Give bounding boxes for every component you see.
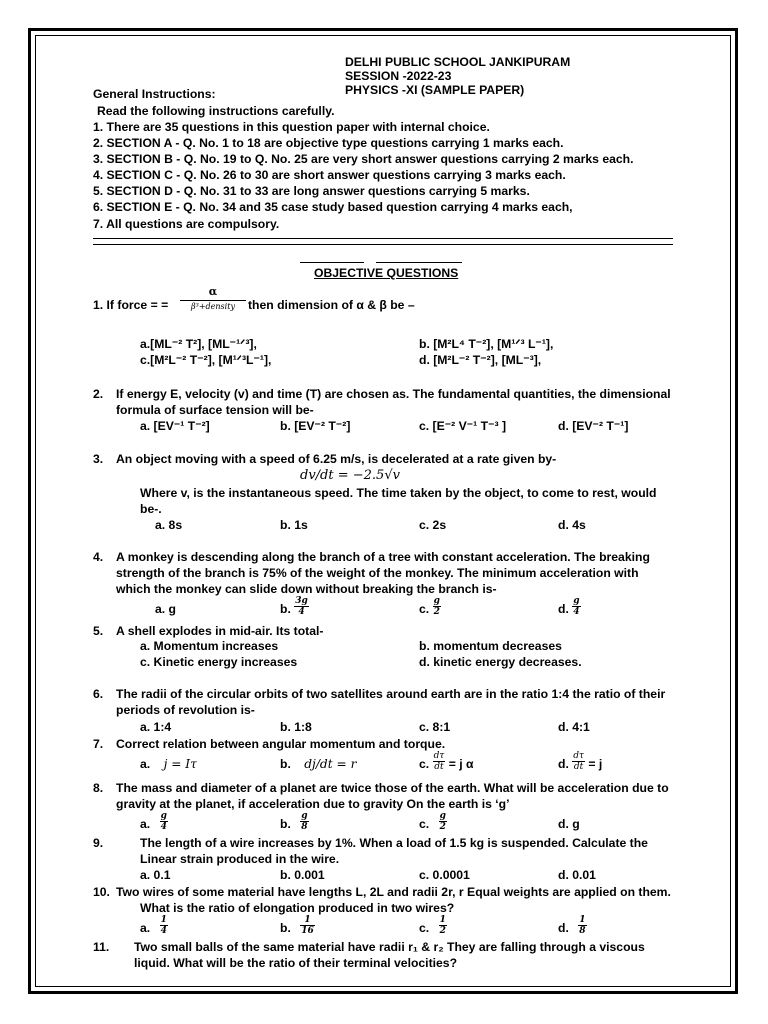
q8-option-b	[280, 811, 309, 833]
q10-option-d-frac	[578, 915, 586, 936]
option-label: c.	[419, 921, 430, 935]
frac-den: 4	[573, 607, 580, 618]
q10-option-a	[140, 915, 168, 937]
q4-option-a: a. g	[155, 602, 176, 616]
q2-option-c: c. [E⁻² V⁻¹ T⁻³ ]	[419, 419, 507, 433]
q8-option-a-frac	[160, 811, 168, 832]
section-title: OBJECTIVE QUESTIONS	[314, 266, 459, 280]
q5-option-a: a. Momentum increases	[140, 639, 279, 653]
q10-text: What is the ratio of elongation produced in two wires?	[140, 901, 455, 915]
q9-option-c: c. 0.0001	[419, 868, 470, 882]
q1-option-b: b. [M²L⁴ T⁻²], [M¹ᐟ³ L⁻¹],	[419, 337, 554, 351]
q8-option-c-frac	[439, 811, 447, 832]
q4-option-b-frac	[294, 596, 309, 617]
frac-num: 1	[579, 915, 586, 926]
instruction-item: 6. SECTION E - Q. No. 34 and 35 case study based question carrying 4 marks each,	[93, 200, 573, 214]
q3-number: 3.	[93, 452, 104, 466]
q2-number: 2.	[93, 387, 104, 401]
q3-option-c: c. 2s	[419, 518, 447, 532]
q7-option-b	[280, 757, 356, 772]
q8-number: 8.	[93, 781, 104, 795]
option-label: c.	[419, 817, 430, 831]
q4-option-c	[419, 596, 441, 618]
option-rest: = j	[588, 757, 603, 771]
frac-den: dt	[573, 762, 584, 773]
q8-option-c	[419, 811, 447, 833]
option-label: d.	[558, 921, 569, 935]
q4-text: which the monkey can slide down without breaking the branch is-	[116, 582, 497, 596]
instructions-title: General Instructions:	[93, 87, 216, 101]
session: SESSION -2022-23	[345, 69, 452, 83]
option-label: b.	[280, 757, 291, 771]
title-bar-right	[376, 262, 462, 263]
frac-num: 1	[160, 915, 167, 926]
instructions-intro: Read the following instructions carefully.	[97, 104, 335, 118]
q6-option-c: c. 8:1	[419, 720, 451, 734]
q3-option-a: a. 8s	[155, 518, 183, 532]
option-label: b.	[280, 921, 291, 935]
q8-option-d: d. g	[558, 817, 580, 831]
school-name: DELHI PUBLIC SCHOOL JANKIPURAM	[345, 55, 571, 69]
q5-option-b: b. momentum decreases	[419, 639, 562, 653]
q8-option-b-frac	[300, 811, 308, 832]
q8-text: The mass and diameter of a planet are twice those of the earth. What will be acceleration due to	[116, 781, 669, 795]
option-label: d.	[558, 757, 569, 771]
q8-option-a	[140, 811, 168, 833]
q11-text: Two small balls of the same material have radii r₁ & r₂ They are falling through a viscous	[134, 940, 645, 954]
instruction-item: 2. SECTION A - Q. No. 1 to 18 are objective type questions carrying 1 marks each.	[93, 136, 564, 150]
subject-title: PHYSICS -XI (SAMPLE PAPER)	[345, 83, 525, 97]
q7-option-c-frac	[433, 751, 446, 772]
q2-option-a: a. [EV⁻¹ T⁻²]	[140, 419, 210, 433]
q4-option-b	[280, 596, 309, 618]
frac-num: dτ	[433, 751, 445, 762]
q2-option-b: b. [EV⁻² T⁻²]	[280, 419, 351, 433]
q4-number: 4.	[93, 550, 104, 564]
option-label: c.	[419, 757, 430, 771]
q7-option-d-frac	[572, 751, 585, 772]
frac-den: 8	[301, 822, 308, 833]
q4-option-b-label: b.	[280, 602, 291, 616]
q2-option-d: d. [EV⁻² T⁻¹]	[558, 419, 629, 433]
frac-num: g	[301, 811, 308, 822]
q9-option-d: d. 0.01	[558, 868, 596, 882]
frac-den: 2	[439, 926, 446, 937]
option-rest: = j α	[448, 757, 474, 771]
q10-option-b	[280, 915, 315, 937]
q3-text: be-.	[140, 502, 162, 516]
q7-option-a	[140, 757, 197, 772]
q6-text: periods of revolution is-	[116, 703, 255, 717]
frac-den: 4	[298, 607, 305, 618]
option-equation: j = Iτ	[163, 757, 197, 771]
q9-text: The length of a wire increases by 1%. When a load of 1.5 kg is suspended. Calculate the	[140, 836, 648, 850]
q5-number: 5.	[93, 624, 104, 638]
q1-numerator: α	[180, 284, 246, 301]
option-label: b.	[280, 817, 291, 831]
q10-option-d	[558, 915, 587, 937]
frac-den: 4	[160, 926, 167, 937]
q5-text: A shell explodes in mid-air. Its total-	[116, 624, 324, 638]
q10-option-c	[419, 915, 447, 937]
q5-option-c: c. Kinetic energy increases	[140, 655, 298, 669]
q7-text: Correct relation between angular momentum and torque.	[116, 737, 446, 751]
q7-number: 7.	[93, 737, 104, 751]
frac-num: dτ	[573, 751, 584, 762]
q6-text: The radii of the circular orbits of two satellites around earth are in the ratio 1:4 the ratio of their	[116, 687, 666, 701]
q9-option-b: b. 0.001	[280, 868, 325, 882]
q10-option-a-frac	[160, 915, 168, 936]
option-label: a.	[140, 921, 151, 935]
q9-number: 9.	[93, 836, 104, 850]
q1-denominator: β³+density	[191, 302, 235, 311]
frac-num: 3g	[295, 596, 308, 607]
q6-option-b: b. 1:8	[280, 720, 312, 734]
frac-num: g	[160, 811, 167, 822]
option-label: a.	[140, 817, 151, 831]
frac-num: 1	[439, 915, 446, 926]
instruction-item: 5. SECTION D - Q. No. 31 to 33 are long answer questions carrying 5 marks.	[93, 184, 530, 198]
q3-text: An object moving with a speed of 6.25 m/s, is decelerated at a rate given by-	[116, 452, 557, 466]
frac-den: 4	[160, 822, 167, 833]
frac-den: 2	[439, 822, 446, 833]
q9-option-a: a. 0.1	[140, 868, 171, 882]
option-label: a.	[140, 757, 151, 771]
instruction-item: 4. SECTION C - Q. No. 26 to 30 are short answer questions carrying 3 marks each.	[93, 168, 566, 182]
frac-den: 8	[579, 926, 586, 937]
q4-text: strength of the branch is 75% of the weight of the monkey. The minimum acceleration with	[116, 566, 639, 580]
q5-option-d: d. kinetic energy decreases.	[419, 655, 582, 669]
q1-option-d: d. [M²L⁻² T⁻²], [ML⁻³],	[419, 353, 542, 367]
q4-option-d	[558, 596, 581, 618]
frac-num: g	[439, 811, 446, 822]
q1-fraction	[180, 284, 246, 313]
title-bar-left	[300, 262, 364, 263]
q6-option-a: a. 1:4	[140, 720, 172, 734]
q4-option-d-frac	[572, 596, 580, 617]
frac-num: g	[573, 596, 580, 607]
frac-num: 1	[300, 915, 315, 926]
q4-option-c-frac	[433, 596, 441, 617]
instruction-item: 3. SECTION B - Q. No. 19 to Q. No. 25 are very short answer questions carrying 2 marks each.	[93, 152, 634, 166]
q4-option-d-label: d.	[558, 602, 569, 616]
q2-text: formula of surface tension will be-	[116, 403, 314, 417]
frac-den: dt	[434, 762, 444, 773]
q9-text: Linear strain produced in the wire.	[140, 852, 340, 866]
option-equation: dj/dt = r	[304, 757, 357, 771]
q4-option-c-label: c.	[419, 602, 430, 616]
separator-rule	[93, 238, 673, 245]
instruction-item: 7. All questions are compulsory.	[93, 217, 280, 231]
q10-text: Two wires of some material have lengths L, 2L and radii 2r, r Equal weights are applied on them.	[116, 885, 671, 899]
q11-text: liquid. What will be the ratio of their terminal velocities?	[134, 956, 458, 970]
q1-option-c: c.[M²L⁻² T⁻²], [M¹ᐟ³L⁻¹],	[140, 353, 272, 367]
frac-den: 2	[433, 607, 440, 618]
q11-number: 11.	[93, 940, 110, 954]
q1-suffix: then dimension of α & β be –	[248, 298, 415, 312]
q6-option-d: d. 4:1	[558, 720, 590, 734]
q3-option-b: b. 1s	[280, 518, 308, 532]
q3-option-d: d. 4s	[558, 518, 586, 532]
instruction-item: 1. There are 35 questions in this question paper with internal choice.	[93, 120, 490, 134]
q8-text: gravity at the planet, if acceleration due to gravity On the earth is ‘g’	[116, 797, 510, 811]
q3-equation: dv/dt = −2.5√v	[300, 468, 400, 483]
q6-number: 6.	[93, 687, 104, 701]
frac-den: 16	[301, 926, 314, 937]
q10-option-b-frac	[300, 915, 315, 936]
q3-text: Where v, is the instantaneous speed. The time taken by the object, to come to rest, would	[140, 486, 657, 500]
q10-number: 10.	[93, 885, 110, 899]
q10-option-c-frac	[439, 915, 447, 936]
q2-text: If energy E, velocity (v) and time (T) are chosen as. The fundamental quantities, the dimensional	[116, 387, 671, 401]
frac-num: g	[433, 596, 440, 607]
q1-option-a: a.[ML⁻² T²], [ML⁻¹ᐟ³],	[140, 337, 257, 351]
q4-text: A monkey is descending along the branch of a tree with constant acceleration. The breaking	[116, 550, 650, 564]
q1-prefix: 1. If force = =	[93, 298, 169, 312]
